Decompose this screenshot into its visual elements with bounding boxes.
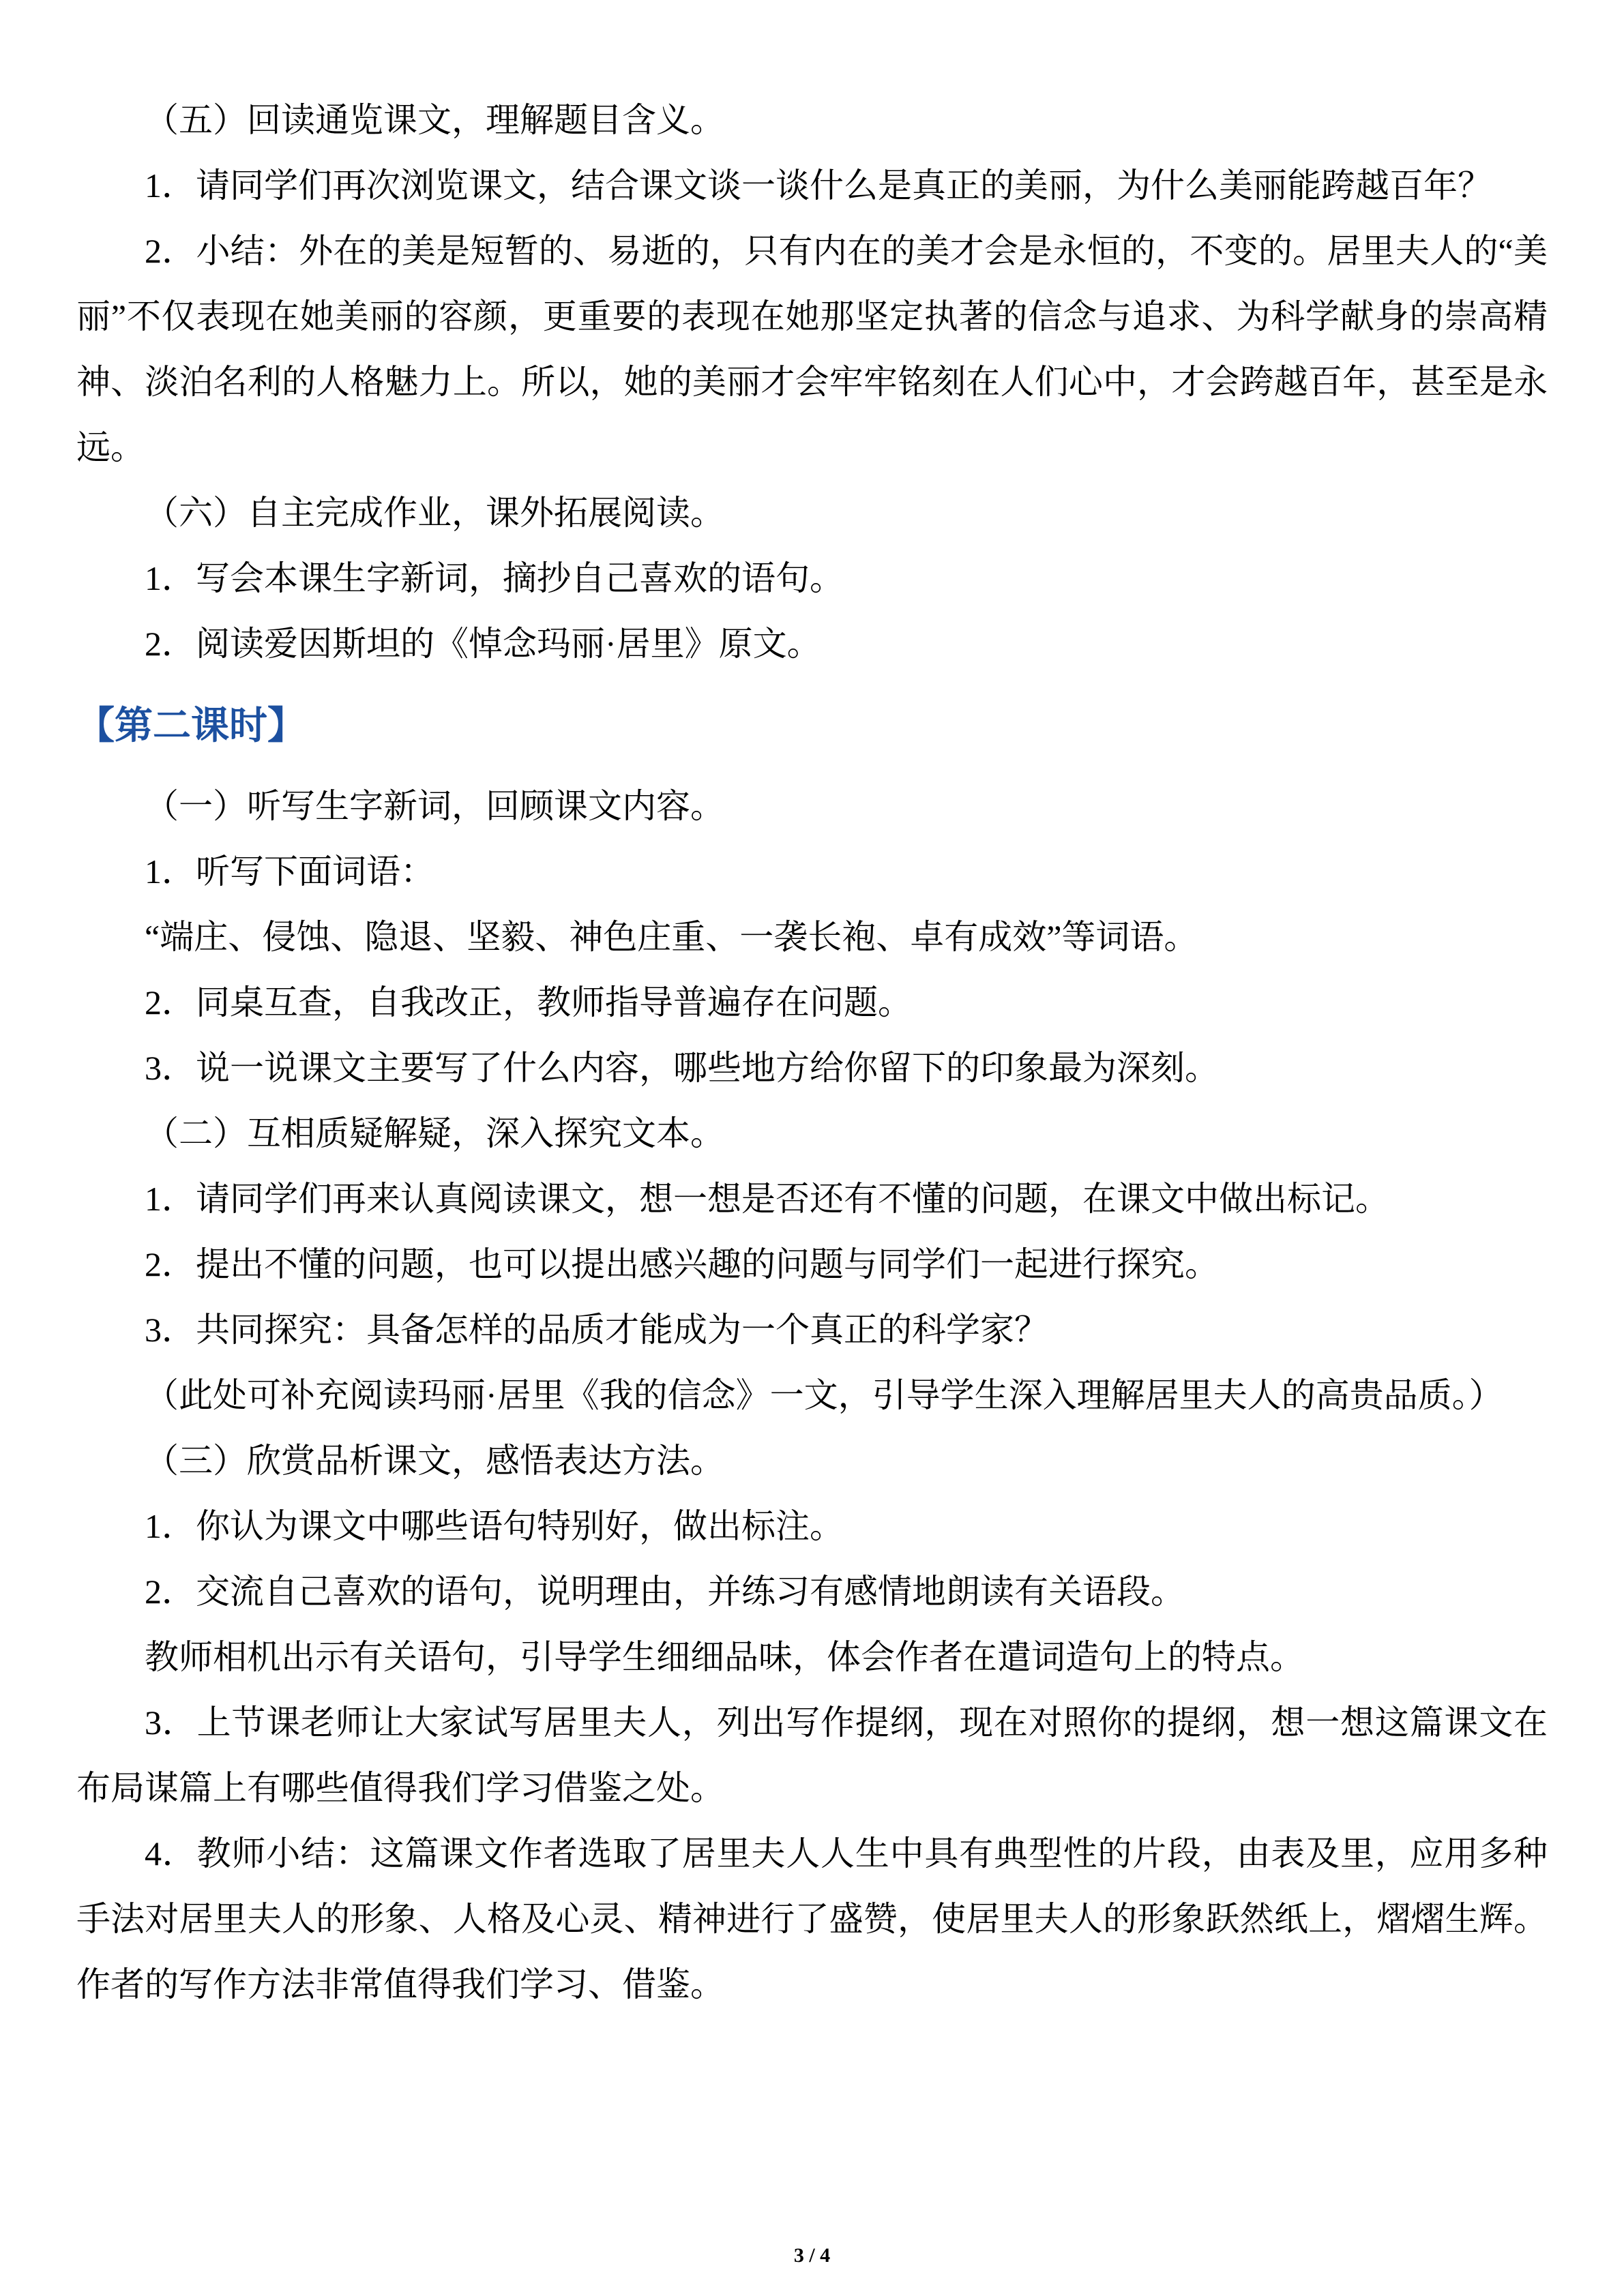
paragraph: “端庄、侵蚀、隐退、坚毅、神色庄重、一袭长袍、卓有成效”等词语。 bbox=[145, 918, 1198, 956]
paragraph: （二）互相质疑解疑，深入探究文本。 bbox=[145, 1114, 724, 1152]
paragraph: 教师相机出示有关语句，引导学生细细品味，体会作者在遣词造句上的特点。 bbox=[145, 1638, 1304, 1676]
paragraph: （一）听写生字新词，回顾课文内容。 bbox=[145, 787, 724, 825]
paragraph: 3．共同探究：具备怎样的品质才能成为一个真正的科学家？ bbox=[145, 1311, 1048, 1349]
paragraph: 2．提出不懂的问题，也可以提出感兴趣的问题与同学们一起进行探究。 bbox=[145, 1245, 1219, 1283]
paragraph: （六）自主完成作业，课外拓展阅读。 bbox=[145, 494, 724, 532]
session-heading: 【第二课时】 bbox=[76, 704, 306, 747]
paragraph: （五）回读通览课文，理解题目含义。 bbox=[145, 101, 724, 139]
paragraph: 2．阅读爱因斯坦的《悼念玛丽·居里》原文。 bbox=[145, 625, 821, 663]
paragraph: 1．写会本课生字新词，摘抄自己喜欢的语句。 bbox=[145, 559, 844, 597]
paragraph: 1．你认为课文中哪些语句特别好，做出标注。 bbox=[145, 1507, 844, 1545]
paragraph: 2．小结：外在的美是短暂的、易逝的，只有内在的美才会是永恒的，不变的。居里夫人的“美丽”不仅表现在她美丽的容颜，更重要的表现在她那坚定执著的信念与追求、为科学献身的崇高精神、淡泊名利的人格魅力上。所以，她的美丽才会牢牢铭刻在人们心中，才会跨越百年，甚至是永远。 bbox=[76, 232, 1548, 466]
paragraph: 4．教师小结：这篇课文作者选取了居里夫人人生中具有典型性的片段，由表及里，应用多种手法对居里夫人的形象、人格及心灵、精神进行了盛赞，使居里夫人的形象跃然纸上，熠熠生辉。作者的写作方法非常值得我们学习、借鉴。 bbox=[76, 1834, 1548, 2003]
paragraph: （此处可补充阅读玛丽·居里《我的信念》一文，引导学生深入理解居里夫人的高贵品质。） bbox=[145, 1376, 1503, 1414]
paragraph: 3．说一说课文主要写了什么内容，哪些地方给你留下的印象最为深刻。 bbox=[145, 1049, 1219, 1087]
page-number: 3 / 4 bbox=[793, 2244, 831, 2267]
paragraph: 2．同桌互查，自我改正，教师指导普遍存在问题。 bbox=[145, 983, 912, 1022]
paragraph: 1．听写下面词语： bbox=[145, 852, 434, 891]
paragraph: 3．上节课老师让大家试写居里夫人，列出写作提纲，现在对照你的提纲，想一想这篇课文在布局谋篇上有哪些值得我们学习借鉴之处。 bbox=[76, 1703, 1548, 1807]
paragraph: 2．交流自己喜欢的语句，说明理由，并练习有感情地朗读有关语段。 bbox=[145, 1572, 1185, 1611]
paragraph: （三）欣赏品析课文，感悟表达方法。 bbox=[145, 1442, 724, 1480]
paragraph: 1．请同学们再次浏览课文，结合课文谈一谈什么是真正的美丽，为什么美丽能跨越百年？ bbox=[145, 166, 1492, 205]
paragraph: 1．请同学们再来认真阅读课文，想一想是否还有不懂的问题，在课文中做出标记。 bbox=[145, 1180, 1389, 1218]
